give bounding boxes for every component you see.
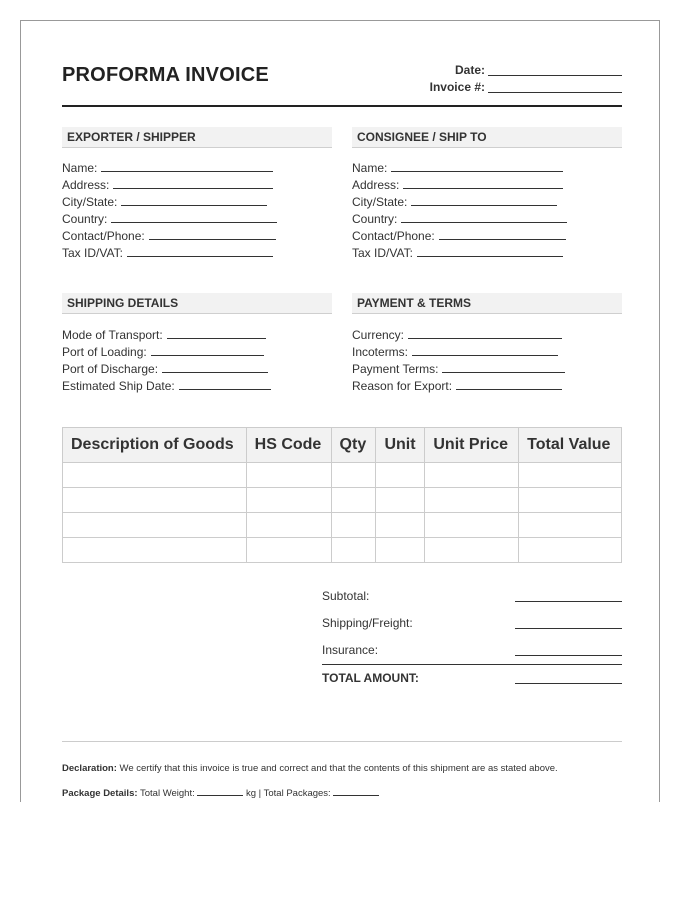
invoice-number-field[interactable] bbox=[488, 92, 622, 93]
shipping-fields bbox=[62, 328, 271, 396]
consignee-tax-field[interactable]: Tax ID/VAT: bbox=[352, 246, 567, 263]
consignee-heading: CONSIGNEE / SHIP TO bbox=[352, 127, 622, 148]
payment-heading: PAYMENT & TERMS bbox=[352, 293, 622, 314]
reason-export-field[interactable]: Reason for Export: bbox=[352, 379, 565, 396]
consignee-contact-field[interactable]: Contact/Phone: bbox=[352, 229, 567, 246]
ship-date-field[interactable]: Estimated Ship Date: bbox=[62, 379, 271, 396]
total-amount-field[interactable] bbox=[515, 683, 622, 684]
invoice-sheet bbox=[20, 20, 660, 802]
payment-fields bbox=[352, 328, 565, 396]
exporter-country-field[interactable]: Country: bbox=[62, 212, 277, 229]
page-title: PROFORMA INVOICE bbox=[62, 64, 269, 86]
table-cell[interactable] bbox=[246, 463, 331, 488]
table-cell[interactable] bbox=[376, 538, 425, 563]
table-row bbox=[63, 538, 622, 563]
col-unit: Unit bbox=[376, 428, 425, 463]
consignee-city-field[interactable]: City/State: bbox=[352, 195, 567, 212]
table-cell[interactable] bbox=[331, 538, 376, 563]
table-cell[interactable] bbox=[425, 513, 519, 538]
table-row bbox=[63, 488, 622, 513]
incoterms-field[interactable]: Incoterms: bbox=[352, 345, 565, 362]
port-loading-field[interactable]: Port of Loading: bbox=[62, 345, 271, 362]
consignee-country-field[interactable]: Country: bbox=[352, 212, 567, 229]
col-unit-price: Unit Price bbox=[425, 428, 519, 463]
exporter-city-field[interactable]: City/State: bbox=[62, 195, 277, 212]
table-cell[interactable] bbox=[425, 538, 519, 563]
table-cell[interactable] bbox=[425, 488, 519, 513]
table-cell[interactable] bbox=[331, 488, 376, 513]
transport-mode-field[interactable]: Mode of Transport: bbox=[62, 328, 271, 345]
invoice-number-label: Invoice #: bbox=[429, 80, 485, 94]
col-qty: Qty bbox=[331, 428, 376, 463]
table-row bbox=[63, 513, 622, 538]
exporter-tax-field[interactable]: Tax ID/VAT: bbox=[62, 246, 277, 263]
shipping-freight-field[interactable] bbox=[515, 628, 622, 629]
table-cell[interactable] bbox=[376, 488, 425, 513]
consignee-fields bbox=[352, 161, 567, 263]
port-discharge-field[interactable]: Port of Discharge: bbox=[62, 362, 271, 379]
total-weight-field[interactable] bbox=[197, 787, 243, 796]
subtotal-field[interactable] bbox=[515, 601, 622, 602]
table-cell[interactable] bbox=[246, 513, 331, 538]
exporter-address-field[interactable]: Address: bbox=[62, 178, 277, 195]
currency-field[interactable]: Currency: bbox=[352, 328, 565, 345]
table-cell[interactable] bbox=[63, 538, 247, 563]
col-description: Description of Goods bbox=[63, 428, 247, 463]
declaration: Declaration: We certify that this invoice is true and correct and that the contents of this shipment are as stated above. bbox=[62, 763, 558, 774]
goods-table bbox=[62, 427, 622, 563]
table-cell[interactable] bbox=[425, 463, 519, 488]
shipping-heading: SHIPPING DETAILS bbox=[62, 293, 332, 314]
consignee-address-field[interactable]: Address: bbox=[352, 178, 567, 195]
table-cell[interactable] bbox=[63, 463, 247, 488]
package-details: Package Details: Total Weight: kg | Total Packages: bbox=[62, 787, 379, 799]
col-hs-code: HS Code bbox=[246, 428, 331, 463]
payment-terms-field[interactable]: Payment Terms: bbox=[352, 362, 565, 379]
footer-divider bbox=[62, 741, 622, 742]
table-cell[interactable] bbox=[331, 513, 376, 538]
table-cell[interactable] bbox=[376, 463, 425, 488]
shipping-freight-label: Shipping/Freight: bbox=[322, 616, 413, 630]
table-cell[interactable] bbox=[519, 538, 622, 563]
table-cell[interactable] bbox=[331, 463, 376, 488]
table-cell[interactable] bbox=[519, 488, 622, 513]
table-cell[interactable] bbox=[246, 488, 331, 513]
insurance-field[interactable] bbox=[515, 655, 622, 656]
table-cell[interactable] bbox=[63, 488, 247, 513]
exporter-fields bbox=[62, 161, 277, 263]
table-cell[interactable] bbox=[63, 513, 247, 538]
table-header-row bbox=[63, 428, 622, 463]
exporter-contact-field[interactable]: Contact/Phone: bbox=[62, 229, 277, 246]
table-cell[interactable] bbox=[246, 538, 331, 563]
date-field[interactable] bbox=[488, 75, 622, 76]
totals-divider bbox=[322, 664, 622, 665]
exporter-name-field[interactable]: Name: bbox=[62, 161, 277, 178]
table-cell[interactable] bbox=[519, 513, 622, 538]
table-cell[interactable] bbox=[519, 463, 622, 488]
total-packages-field[interactable] bbox=[333, 787, 379, 796]
total-amount-label: TOTAL AMOUNT: bbox=[322, 671, 419, 685]
table-cell[interactable] bbox=[376, 513, 425, 538]
date-label: Date: bbox=[454, 63, 485, 77]
subtotal-label: Subtotal: bbox=[322, 589, 370, 603]
insurance-label: Insurance: bbox=[322, 643, 379, 657]
table-row bbox=[63, 463, 622, 488]
col-total-value: Total Value bbox=[519, 428, 622, 463]
header-divider bbox=[62, 105, 622, 107]
exporter-heading: EXPORTER / SHIPPER bbox=[62, 127, 332, 148]
consignee-name-field[interactable]: Name: bbox=[352, 161, 567, 178]
